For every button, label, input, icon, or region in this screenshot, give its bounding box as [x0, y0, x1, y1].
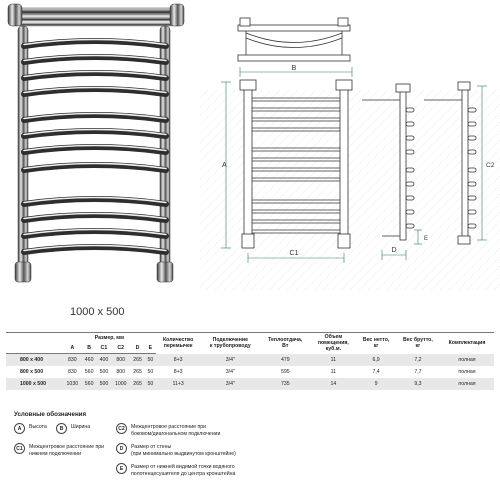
side-bar [468, 210, 476, 214]
hatch-line [224, 90, 424, 290]
table-cell-d: 265 [133, 368, 142, 375]
hatch-line [200, 90, 226, 290]
front-view-crossbars [252, 98, 340, 233]
heat-header: Теплоотдача, Вт [260, 333, 310, 354]
legend-item-d [116, 443, 236, 458]
table-cell-c2: 800 [111, 354, 130, 366]
hatch-line [287, 90, 487, 290]
table-cell-b: 560 [82, 378, 97, 390]
right-connector [157, 262, 173, 282]
hatch-line [278, 90, 478, 290]
label-b: B [291, 65, 297, 72]
table-cell-e: 50 [145, 354, 156, 366]
left-connector [15, 262, 31, 282]
model-header-cell [6, 333, 63, 344]
table-cell-d: 265 [130, 354, 145, 366]
table-cell-gross: 7,2 [396, 354, 440, 366]
side-bar [468, 122, 476, 126]
table-cell-heat: 595 [280, 368, 290, 375]
side-bar [406, 182, 414, 186]
technical-drawing [200, 0, 500, 290]
side-bar [406, 108, 414, 112]
hatch-line [440, 90, 500, 290]
table-cell-gross: 9,3 [396, 378, 440, 390]
legend-title: Условные обозначения [14, 411, 87, 418]
table-cell-heat: 479 [260, 354, 310, 366]
table-cell-a: 830 [68, 368, 77, 375]
table-cell-net: 7,4 [372, 368, 380, 375]
table-cell-b: 560 [84, 368, 94, 375]
top-shelf [8, 4, 184, 26]
legend-item-a [14, 423, 47, 434]
legend-text-b: Ширина [71, 424, 91, 430]
hatch-line [323, 90, 500, 290]
table-cell-c1: 400 [97, 354, 112, 366]
table-cell-model: 800 x 500 [20, 368, 44, 375]
table-cell-b: 460 [82, 354, 97, 366]
legend-badge-c1: C1 [14, 443, 25, 454]
hatch-line [200, 90, 316, 290]
label-a: A [222, 162, 227, 169]
table-cell-a: 830 [63, 354, 82, 366]
col-e-header: E [145, 343, 156, 354]
side-bar [406, 196, 414, 200]
table-cell-volume: 14 [310, 378, 356, 390]
legend-badge-e: E [116, 463, 127, 474]
spec-table [6, 332, 494, 390]
crossbars [24, 40, 166, 253]
hatch-line [200, 90, 271, 290]
table-cell-net: 9 [356, 378, 396, 390]
side-bar [468, 182, 476, 186]
label-c2: C2 [486, 162, 495, 169]
top-view-drawing [238, 18, 350, 61]
col-c2-header: C2 [111, 343, 130, 354]
table-cell-model: 800 x 400 [6, 354, 63, 366]
table-cell-e: 50 [145, 378, 156, 390]
hatch-line [200, 90, 343, 290]
col-a-header: A [63, 343, 82, 354]
table-cell-net: 6,9 [356, 354, 396, 366]
towel-rail-photo [0, 0, 200, 290]
hatch-line [200, 90, 397, 290]
legend-item-b [56, 423, 90, 434]
hatch-line [206, 90, 406, 290]
side-bar [406, 136, 414, 140]
hatch-line [200, 90, 244, 290]
side-bar [468, 224, 476, 228]
legend-text-c2: Межцентровое расстояние при боковом/диагональном подключении [131, 424, 221, 437]
table-cell-connection: 3/4" [225, 368, 235, 375]
hatch-line [485, 90, 500, 290]
side-bar [406, 150, 414, 154]
hatch-line [377, 90, 500, 290]
hatch-line [413, 90, 500, 290]
side-view-2-bars [468, 108, 476, 228]
legend-badge-a: A [14, 423, 25, 434]
side-bar [406, 210, 414, 214]
table-cell-connection: 3/4" [201, 354, 261, 366]
side-bar [406, 168, 414, 172]
table-cell-crossbars: 8+3 [156, 354, 201, 366]
legend-item-e [116, 463, 235, 478]
table-cell-c1: 500 [97, 378, 112, 390]
side-bar [468, 108, 476, 112]
table-row [6, 354, 494, 366]
legend-text-d: Размер от стены (при минимально выдвинутом кронштейне) [131, 444, 236, 457]
crossbars-header: Количество перемычек [156, 333, 201, 354]
table-cell-connection: 3/4" [201, 378, 261, 390]
size-header: Размер, мм [63, 333, 156, 344]
legend-text-a: Высота [29, 424, 47, 430]
table-cell-crossbars: 8+3 [173, 368, 183, 375]
table-cell-volume: 11 [310, 354, 356, 366]
label-c1: C1 [289, 250, 299, 257]
table-cell-model: 1000 x 500 [6, 378, 63, 390]
kit-header: Комплектация [440, 333, 494, 354]
side-bar [406, 122, 414, 126]
hatch-line [251, 90, 451, 290]
model-title: 1000 x 500 [70, 306, 125, 318]
table-cell-e: 50 [147, 368, 154, 375]
side-bar [468, 150, 476, 154]
table-cell-kit: полная [458, 368, 476, 375]
connection-header: Подключение к трубопроводу [201, 333, 261, 354]
hatch-line [260, 90, 460, 290]
hatch-line [341, 90, 500, 290]
legend-text-e: Размер от нижней видимой точки водяного полотенцесушителя до центра кронштейна [131, 464, 236, 477]
table-cell-kit: полная [440, 378, 494, 390]
table-cell-gross: 7,7 [414, 368, 422, 375]
table-cell-c1: 500 [99, 368, 109, 375]
hatch-line [200, 90, 334, 290]
legend-item-c1 [14, 443, 104, 458]
hatch-line [269, 90, 469, 290]
gross-weight-header: Вес брутто, кг [396, 333, 440, 354]
legend-text-c1: Межцентровое расстояние при нижнем подключении [29, 444, 105, 457]
col-d-header: D [130, 343, 145, 354]
legend-item-c2 [116, 423, 220, 438]
table-cell-a: 1030 [63, 378, 82, 390]
label-e: E [424, 236, 429, 242]
col-b-header: B [82, 343, 97, 354]
table-cell-c2: 800 [116, 368, 126, 375]
side-bar [468, 136, 476, 140]
side-bar [406, 224, 414, 228]
table-row [6, 366, 494, 378]
table-row [6, 378, 494, 390]
side-bar [468, 196, 476, 200]
legend-badge-b: B [56, 423, 67, 434]
hatch-line [200, 90, 217, 290]
table-cell-crossbars: 11+3 [156, 378, 201, 390]
legend [14, 411, 494, 496]
table-cell-volume: 11 [330, 368, 337, 375]
spec-table-body [6, 354, 494, 390]
hatch-line [200, 90, 235, 290]
hatch-line [200, 90, 361, 290]
legend-badge-d: D [116, 443, 127, 454]
table-cell-heat: 735 [260, 378, 310, 390]
table-cell-c2: 1000 [111, 378, 130, 390]
net-weight-header: Вес нетто, кг [356, 333, 396, 354]
side-bar [468, 168, 476, 172]
col-c1-header: C1 [97, 343, 112, 354]
label-d: D [391, 247, 397, 254]
table-cell-kit: полная [440, 354, 494, 366]
table-cell-d: 265 [130, 378, 145, 390]
legend-badge-c2: C2 [116, 423, 127, 434]
model-subheader-cell [6, 343, 63, 354]
volume-header: Объем помещения, куб.м. [310, 333, 356, 354]
